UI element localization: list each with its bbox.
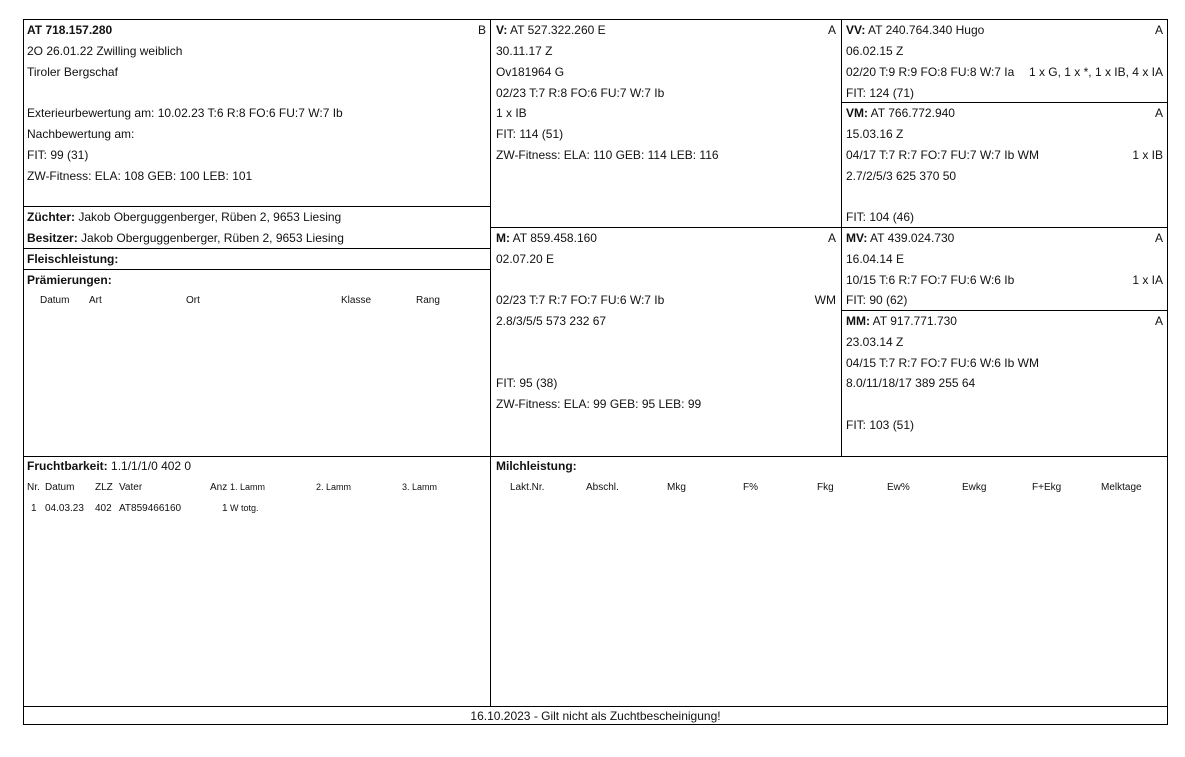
animal-id: AT 718.157.280 — [27, 23, 113, 37]
milk-header-mkg: Mkg — [667, 482, 686, 493]
breeder-value: Jakob Oberguggenberger, Rüben 2, 9653 Liesing — [78, 210, 342, 224]
sire-fit: FIT: 114 (51) — [496, 127, 564, 141]
vm-birth: 15.03.16 Z — [846, 127, 904, 141]
sire-label: V: — [496, 23, 508, 37]
sire-id-line — [496, 23, 606, 37]
vm-label: VM: — [846, 106, 868, 120]
sire-eval: 02/23 T:7 R:8 FO:6 FU:7 W:7 Ib — [496, 86, 665, 100]
vv-eval: 02/20 T:9 R:9 FO:8 FU:8 W:7 Ia — [846, 65, 1015, 79]
dam-label: M: — [496, 231, 510, 245]
vv-grade: A — [1154, 23, 1163, 37]
divider — [841, 102, 1168, 103]
fert-header-date: Datum — [45, 482, 75, 493]
animal-zw: ZW-Fitness: ELA: 108 GEB: 100 LEB: 101 — [27, 169, 253, 183]
sire-grade: A — [827, 23, 836, 37]
fertility-line — [27, 459, 191, 473]
divider — [841, 19, 842, 456]
sire-awards: 1 x IB — [496, 106, 527, 120]
vv-id-line — [846, 23, 984, 37]
divider — [23, 456, 1168, 457]
divider — [23, 706, 1168, 707]
animal-line1: 2O 26.01.22 Zwilling weiblich — [27, 44, 183, 58]
footer-note: 16.10.2023 - Gilt nicht als Zuchtbescheinigung! — [470, 709, 721, 723]
divider — [23, 248, 491, 249]
holder-label: Besitzer: — [27, 231, 78, 245]
dam-id-line — [496, 231, 597, 245]
mm-label: MM: — [846, 314, 870, 328]
dam-eval: 02/23 T:7 R:7 FO:7 FU:6 W:7 Ib — [496, 293, 665, 307]
sire-birth: 30.11.17 Z — [496, 44, 553, 58]
animal-fit: FIT: 99 (31) — [27, 148, 89, 162]
divider — [490, 227, 841, 228]
breeder-line — [27, 210, 341, 224]
milk-header-lact: Lakt.Nr. — [510, 482, 545, 493]
dam-grade: A — [827, 231, 836, 245]
milk-header-days: Melktage — [1101, 482, 1142, 493]
vm-id: AT 766.772.940 — [870, 106, 955, 120]
fert-row-zlz: 402 — [95, 503, 112, 514]
mm-eval: 04/15 T:7 R:7 FO:7 FU:6 W:6 Ib WM — [846, 356, 1039, 370]
mm-grade: A — [1154, 314, 1163, 328]
mm-fit: FIT: 103 (51) — [846, 418, 915, 432]
fert-header-zlz: ZLZ — [95, 482, 113, 493]
fertility-label: Fruchtbarkeit: — [27, 459, 108, 473]
fert-header-lamb3: 3. Lamm — [402, 482, 438, 492]
breeder-label: Züchter: — [27, 210, 75, 224]
divider — [23, 206, 491, 207]
mv-label: MV: — [846, 231, 868, 245]
milk-header-fat-pct: F% — [743, 482, 758, 493]
fert-header-sire: Vater — [119, 482, 143, 493]
holder-value: Jakob Oberguggenberger, Rüben 2, 9653 Liesing — [81, 231, 344, 245]
fert-header-lamb1: 1. Lamm — [230, 482, 266, 492]
divider — [490, 19, 491, 706]
fert-row-lamb1: W totg. — [230, 503, 259, 513]
mm-id-line — [846, 314, 957, 328]
meat-label: Fleischleistung: — [27, 252, 119, 266]
mm-milk: 8.0/11/18/17 389 255 64 — [846, 376, 976, 390]
dam-eval-tag: WM — [814, 293, 836, 307]
milk-header-ewkg: Ewkg — [962, 482, 987, 493]
fertility-value: 1.1/1/1/0 402 0 — [111, 459, 192, 473]
awards-header-type: Art — [89, 295, 102, 306]
milk-header-fkg: Fkg — [817, 482, 834, 493]
fert-row-count: 1 — [222, 503, 228, 514]
fert-row-nr: 1 — [31, 503, 37, 514]
fert-header-count: Anz — [210, 482, 228, 493]
divider — [841, 310, 1168, 311]
vv-birth: 06.02.15 Z — [846, 44, 904, 58]
vv-label: VV: — [846, 23, 866, 37]
awards-header-place: Ort — [186, 295, 200, 306]
sire-id: AT 527.322.260 E — [510, 23, 606, 37]
divider — [23, 269, 491, 270]
animal-re-eval: Nachbewertung am: — [27, 127, 135, 141]
mv-eval: 10/15 T:6 R:7 FO:7 FU:6 W:6 Ib — [846, 273, 1015, 287]
animal-grade: B — [477, 23, 486, 37]
divider — [841, 227, 1168, 228]
awards-header-class: Klasse — [341, 295, 372, 306]
fert-row-date: 04.03.23 — [45, 503, 84, 514]
mm-birth: 23.03.14 Z — [846, 335, 904, 349]
awards-header-date: Datum — [40, 295, 70, 306]
milk-header-protein-pct: Ew% — [887, 482, 910, 493]
milk-header-end: Abschl. — [586, 482, 619, 493]
vm-id-line — [846, 106, 955, 120]
animal-exterior: Exterieurbewertung am: 10.02.23 T:6 R:8 FO:6 FU:7 W:7 Ib — [27, 106, 343, 120]
dam-birth: 02.07.20 E — [496, 252, 555, 266]
vm-awards: 1 x IB — [1132, 148, 1163, 162]
vv-awards: 1 x G, 1 x *, 1 x IB, 4 x IA — [1028, 65, 1163, 79]
page-frame — [23, 19, 1168, 725]
sire-zw: ZW-Fitness: ELA: 110 GEB: 114 LEB: 116 — [496, 148, 719, 162]
vm-grade: A — [1154, 106, 1163, 120]
mv-grade: A — [1154, 231, 1163, 245]
animal-breed: Tiroler Bergschaf — [27, 65, 118, 79]
vm-eval: 04/17 T:7 R:7 FO:7 FU:7 W:7 Ib WM — [846, 148, 1039, 162]
milk-label: Milchleistung: — [496, 459, 577, 473]
vv-id: AT 240.764.340 Hugo — [868, 23, 985, 37]
fert-header-nr: Nr. — [27, 482, 40, 493]
mv-id-line — [846, 231, 954, 245]
mv-awards: 1 x IA — [1132, 273, 1163, 287]
mm-id: AT 917.771.730 — [872, 314, 957, 328]
mv-id: AT 439.024.730 — [870, 231, 955, 245]
mv-fit: FIT: 90 (62) — [846, 293, 908, 307]
holder-line — [27, 231, 344, 245]
mv-birth: 16.04.14 E — [846, 252, 905, 266]
vm-milk: 2.7/2/5/3 625 370 50 — [846, 169, 957, 183]
dam-fit: FIT: 95 (38) — [496, 376, 558, 390]
sire-code: Ov181964 G — [496, 65, 565, 79]
dam-milk: 2.8/3/5/5 573 232 67 — [496, 314, 607, 328]
vm-fit: FIT: 104 (46) — [846, 210, 915, 224]
vv-fit: FIT: 124 (71) — [846, 86, 915, 100]
fert-header-lamb2: 2. Lamm — [316, 482, 352, 492]
dam-id: AT 859.458.160 — [512, 231, 597, 245]
milk-header-fekg: F+Ekg — [1032, 482, 1062, 493]
awards-header-rank: Rang — [416, 295, 440, 306]
dam-zw: ZW-Fitness: ELA: 99 GEB: 95 LEB: 99 — [496, 397, 702, 411]
fert-row-sire: AT859466160 — [119, 503, 182, 514]
awards-title: Prämierungen: — [27, 273, 112, 287]
